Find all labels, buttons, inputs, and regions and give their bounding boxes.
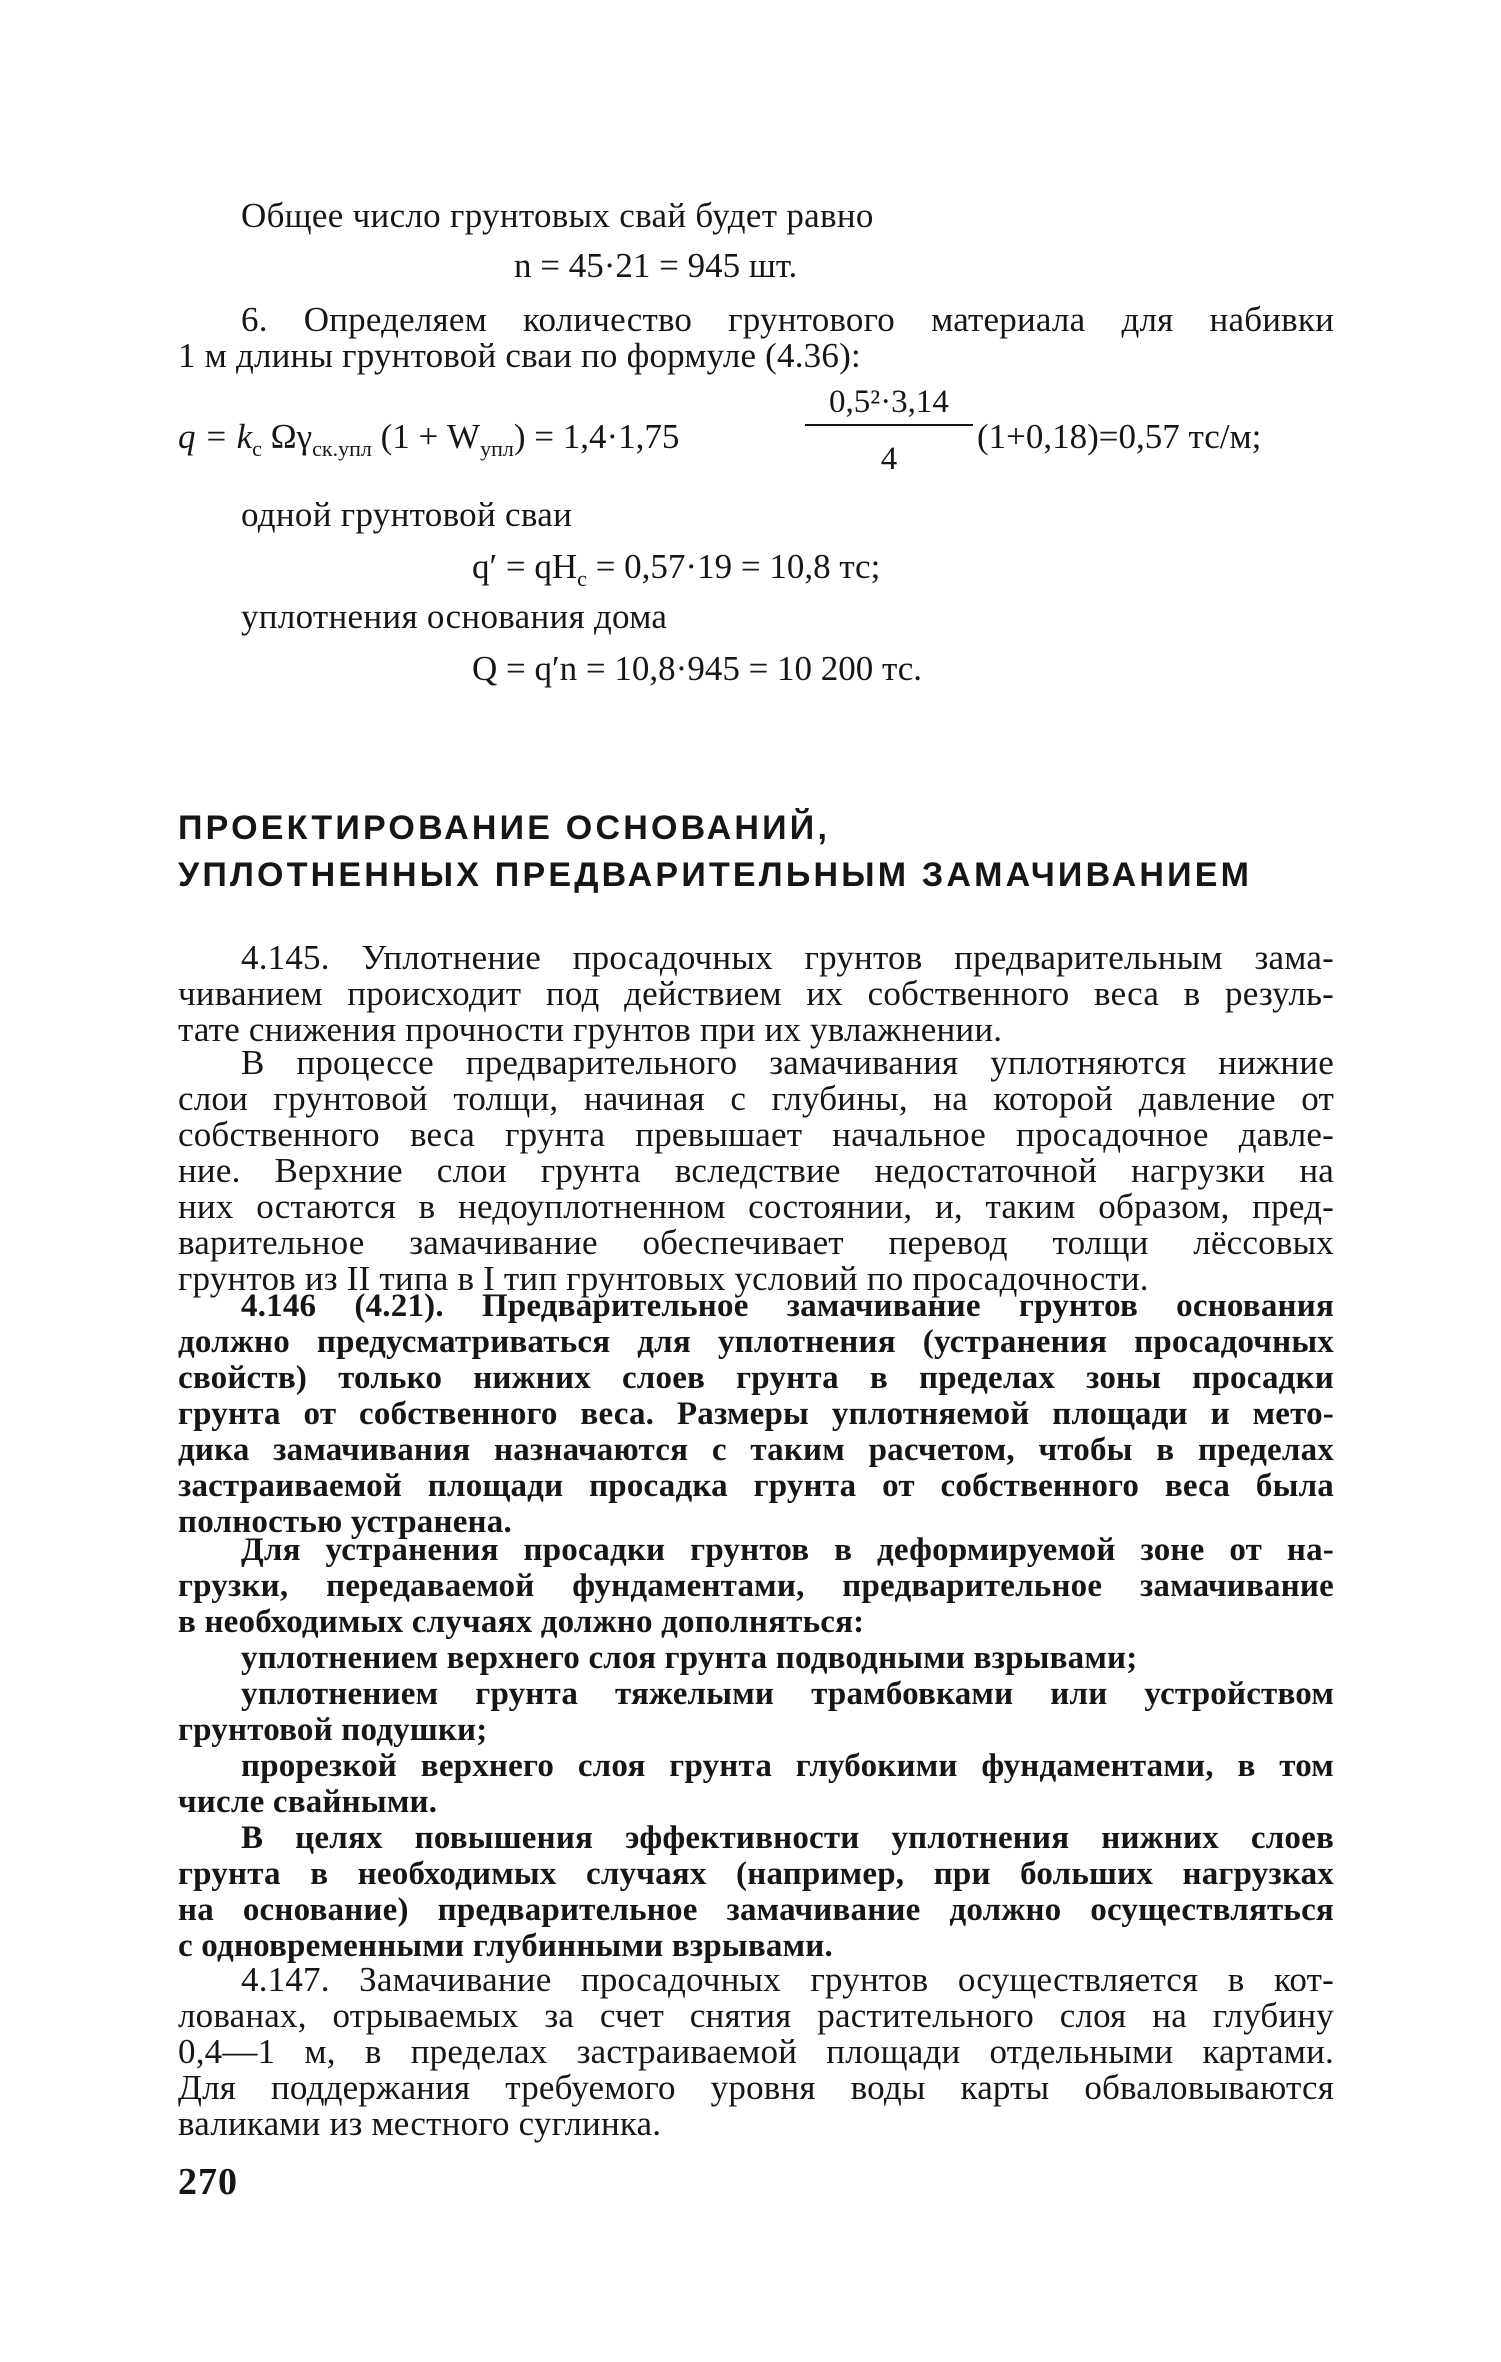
formula-qprime-rest: = 0,57·19 = 10,8 тс; [586,547,881,586]
step6-line-2: 1 м длины грунтовой сваи по формуле (4.36): [178,336,861,375]
process-line-4: ние. Верхние слои грунта вследствие недостаточной нагрузки на [178,1151,1334,1190]
formula-q-rest: ) = 1,4·1,75 [513,417,680,456]
p4146-line-5: дика замачивания назначаются с таким расчетом, чтобы в пределах [178,1432,1334,1468]
p4146-line-6: застраиваемой площади просадка грунта от собственного веса была [178,1468,1334,1504]
formula-q-tail: (1+0,18)=0,57 тс/м; [977,417,1262,456]
paragraph-process [178,1045,1334,1297]
list-item-heavy-tampers [178,1676,1334,1748]
section-heading-line-1: ПРОЕКТИРОВАНИЕ ОСНОВАНИЙ, [178,809,831,847]
process-line-2: слои грунтовой толщи, начиная с глубины, на которой давление от [178,1079,1334,1118]
pile-total-label: Общее число грунтовых свай будет равно [241,196,874,235]
p4145-line-3: тате снижения прочности грунтов при их увлажнении. [178,1010,1003,1049]
formula-q-left: q = k [178,417,253,456]
paragraph-4-145 [178,940,1334,1048]
item3-line-1: прорезкой верхнего слоя грунта глубокими фундаментами, в том [241,1748,1334,1784]
step6-line-1: 6. Определяем количество грунтового материала для набивки [241,300,1334,339]
page-number: 270 [178,2161,238,2203]
p4146-line-3: свойств) только нижних слоев грунта в пределах зоны просадки [178,1360,1334,1396]
item2-line-2: грунтовой подушки; [178,1712,488,1748]
paragraph-efficiency [178,1820,1334,1964]
base-label: уплотнения основания дома [241,597,668,636]
p4147-line-1: 4.147. Замачивание просадочных грунтов осуществляется в кот- [241,1960,1334,1999]
p4146-line-1: 4.146 (4.21). Предварительное замачивание грунтов основания [241,1288,1334,1324]
list-item-underwater-blasts [178,1640,1334,1676]
elim-line-1: Для устранения просадки грунтов в деформируемой зоне от на- [241,1532,1334,1568]
item1-line-1: уплотнением верхнего слоя грунта подводными взрывами; [241,1640,1138,1676]
p4147-line-3: 0,4—1 м, в пределах застраиваемой площади отдельными картами. [178,2032,1334,2071]
paragraph-4-147 [178,1962,1334,2142]
formula-q-sub-c: c [252,436,262,461]
fraction-bar [805,424,973,426]
p4147-line-4: Для поддержания требуемого уровня воды карты обваловываются [178,2068,1334,2107]
process-line-1: В процессе предварительного замачивания уплотняются нижние [241,1043,1334,1082]
formula-q-mid: (1 + W [371,417,481,456]
formula-q [178,419,679,467]
p4146-line-7: полностью устранена. [178,1504,512,1540]
formula-qprime-sub: c [577,566,587,591]
eff-line-1: В целях повышения эффективности уплотнения нижних слоев [241,1820,1334,1856]
p4147-line-2: лованах, отрываемых за счет снятия растительного слоя на глубину [178,1996,1334,2035]
p4145-line-1: 4.145. Уплотнение просадочных грунтов предварительным зама- [241,938,1334,977]
formula-q-sub-sk: ск.упл [312,436,372,461]
process-line-7: грунтов из II типа в I тип грунтовых условий по просадочности. [178,1259,1149,1298]
formula-qprime-left: q′ = qH [472,547,578,586]
p4145-line-2: чиванием происходит под действием их собственного веса в резуль- [178,974,1334,1013]
formula-Q: Q = q′n = 10,8·945 = 10 200 тс. [472,649,923,688]
paragraph-elimination [178,1532,1334,1640]
paragraph-4-146 [178,1288,1334,1540]
formula-q-sub-upl: упл [480,436,514,461]
list-item-deep-foundations [178,1748,1334,1820]
fraction-numerator: 0,5²·3,14 [829,384,949,420]
process-line-5: них остаются в недоуплотненном состоянии, и, таким образом, пред- [178,1187,1334,1226]
step6-paragraph [178,302,1334,374]
fraction-denominator: 4 [880,441,898,477]
one-pile-label: одной грунтовой сваи [241,495,573,534]
eff-line-3: на основание) предварительное замачивание должно осуществляться [178,1892,1334,1928]
formula-q-omega: Ωγ [261,417,313,456]
process-line-6: варительное замачивание обеспечивает перевод толщи лёссовых [178,1223,1334,1262]
elim-line-2: грузки, передаваемой фундаментами, предварительное замачивание [178,1568,1334,1604]
item2-line-1: уплотнением грунта тяжелыми трамбовками или устройством [241,1676,1334,1712]
item3-line-2: числе свайными. [178,1784,438,1820]
elim-line-3: в необходимых случаях должно дополняться: [178,1604,865,1640]
pile-total-formula: n = 45·21 = 945 шт. [514,246,798,285]
formula-q-prime [472,549,880,597]
p4147-line-5: валиками из местного суглинка. [178,2104,662,2143]
process-line-3: собственного веса грунта превышает начальное просадочное давле- [178,1115,1334,1154]
p4146-line-4: грунта от собственного веса. Размеры уплотняемой площади и мето- [178,1396,1334,1432]
eff-line-4: с одновременными глубинными взрывами. [178,1928,833,1964]
eff-line-2: грунта в необходимых случаях (например, при больших нагрузках [178,1856,1334,1892]
p4146-line-2: должно предусматриваться для уплотнения (устранения просадочных [178,1324,1334,1360]
section-heading-line-2: УПЛОТНЕННЫХ ПРЕДВАРИТЕЛЬНЫМ ЗАМАЧИВАНИЕМ [178,856,1253,894]
